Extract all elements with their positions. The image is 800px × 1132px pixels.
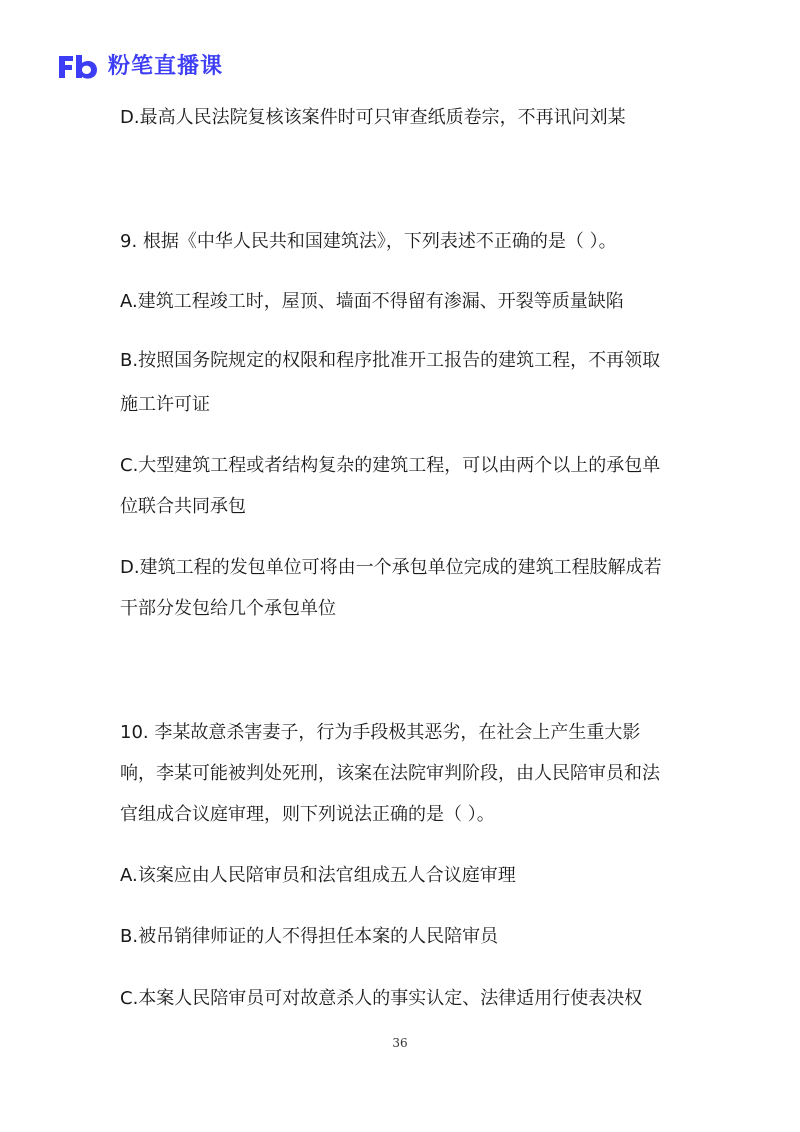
brand-name: 粉笔直播课 [108,54,224,79]
q9-option-d-line2: 干部分发包给几个承包单位 [120,598,336,619]
q10-stem-line2: 响，李某可能被判处死刑，该案在法院审判阶段，由人民陪审员和法 [120,763,660,784]
q9-option-d-line1: D.建筑工程的发包单位可将由一个承包单位完成的建筑工程肢解成若 [120,557,662,578]
q9-option-c-line1: C.大型建筑工程或者结构复杂的建筑工程，可以由两个以上的承包单 [120,455,661,476]
q8-option-d: D.最高人民法院复核该案件时可只审查纸质卷宗，不再讯问刘某 [120,107,626,128]
q10-stem-line3: 官组成合议庭审理，则下列说法正确的是（ ）。 [120,804,495,825]
q10-stem-line1: 10. 李某故意杀害妻子，行为手段极其恶劣，在社会上产生重大影 [120,722,641,743]
q9-option-b-line2: 施工许可证 [120,394,210,415]
q9-option-c-line2: 位联合共同承包 [120,496,246,517]
q9-stem: 9. 根据《中华人民共和国建筑法》，下列表述不正确的是（ ）。 [120,231,617,252]
q9-option-a: A.建筑工程竣工时，屋顶、墙面不得留有渗漏、开裂等质量缺陷 [120,291,624,312]
q10-option-a: A.该案应由人民陪审员和法官组成五人合议庭审理 [120,865,516,886]
q10-option-c: C.本案人民陪审员可对故意杀人的事实认定、法律适用行使表决权 [120,988,643,1009]
q9-option-b-line1: B.按照国务院规定的权限和程序批准开工报告的建筑工程，不再领取 [120,350,661,371]
page-number: 36 [392,1036,408,1050]
q10-option-b: B.被吊销律师证的人不得担任本案的人民陪审员 [120,926,499,947]
header [56,50,223,84]
fenbi-logo-icon [56,52,100,82]
